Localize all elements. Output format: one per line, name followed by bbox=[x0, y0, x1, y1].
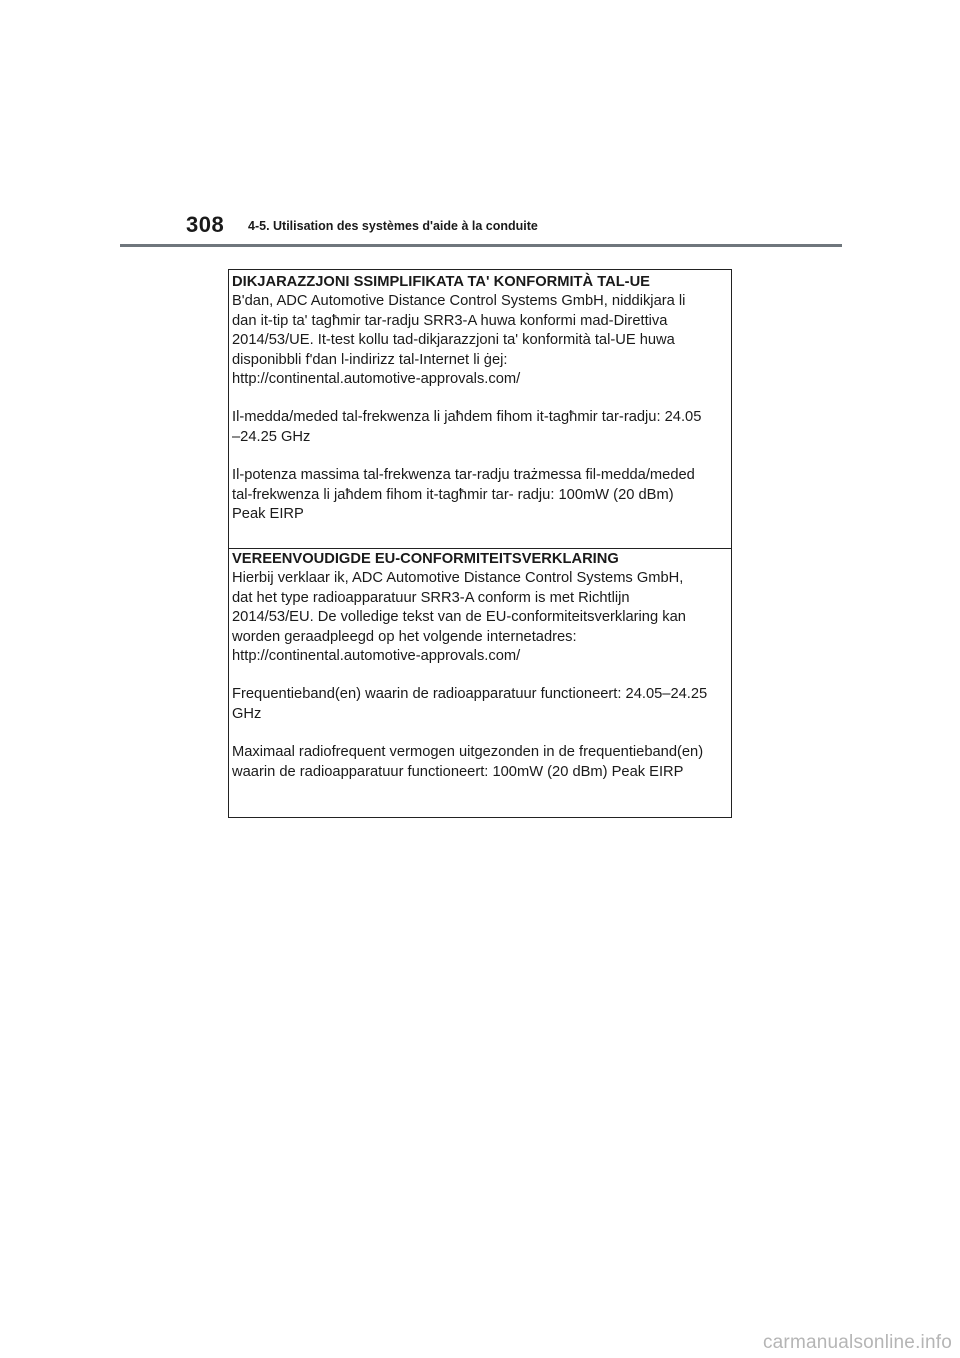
header-rule bbox=[120, 244, 842, 247]
text-line: worden geraadpleegd op het volgende internetadres: bbox=[232, 628, 577, 645]
text-line: Hierbij verklaar ik, ADC Automotive Distance Control Systems GmbH, bbox=[232, 570, 684, 587]
text-line: B'dan, ADC Automotive Distance Control Systems GmbH, niddikjara li bbox=[232, 293, 686, 310]
text-line: 2014/53/UE. It-test kollu tad-dikjarazzjoni ta' konformità tal-UE huwa bbox=[232, 332, 675, 349]
text-line: –24.25 GHz bbox=[232, 428, 311, 445]
page-number: 308 bbox=[186, 212, 225, 237]
text-line: Il-potenza massima tal-frekwenza tar-radju trażmessa fil-medda/meded bbox=[232, 467, 695, 484]
text-line: tal-frekwenza li jaħdem fihom it-tagħmir tar- radju: 100mW (20 dBm) bbox=[232, 486, 674, 503]
section-divider bbox=[229, 548, 731, 549]
text-line: dat het type radioapparatuur SRR3-A conform is met Richtlijn bbox=[232, 589, 630, 606]
maltese-paragraph-3 bbox=[232, 466, 731, 524]
maltese-heading: DIKJARAZZJONI SSIMPLIFIKATA TA' KONFORMITÀ TAL-UE bbox=[232, 274, 650, 290]
watermark-text: carmanualsonline.info bbox=[762, 1332, 952, 1353]
section-title: 4-5. Utilisation des systèmes d'aide à la conduite bbox=[248, 219, 538, 233]
dutch-paragraph-2 bbox=[232, 685, 731, 724]
text-line: GHz bbox=[232, 705, 262, 722]
text-line: waarin de radioapparatuur functioneert: 100mW (20 dBm) Peak EIRP bbox=[232, 763, 684, 780]
text-line: disponibbli f'dan l-indirizz tal-Internet li ġej: bbox=[232, 351, 508, 368]
dutch-paragraph-3 bbox=[232, 743, 731, 782]
text-line: Maximaal radiofrequent vermogen uitgezonden in de frequentieband(en) bbox=[232, 744, 704, 761]
text-line: Frequentieband(en) waarin de radioapparatuur functioneert: 24.05–24.25 bbox=[232, 686, 708, 703]
url-text: http://continental.automotive-approvals.com/ bbox=[232, 648, 521, 665]
maltese-paragraph-2 bbox=[232, 408, 731, 447]
dutch-paragraph-1 bbox=[232, 569, 731, 666]
maltese-declaration bbox=[229, 273, 731, 524]
text-line: dan it-tip ta' tagħmir tar-radju SRR3-A huwa konformi mad-Direttiva bbox=[232, 312, 668, 329]
declaration-box bbox=[228, 269, 732, 818]
url-text: http://continental.automotive-approvals.com/ bbox=[232, 371, 521, 388]
dutch-heading: VEREENVOUDIGDE EU-CONFORMITEITSVERKLARING bbox=[232, 551, 619, 567]
text-line: 2014/53/EU. De volledige tekst van de EU-conformiteitsverklaring kan bbox=[232, 609, 686, 626]
text-line: Peak EIRP bbox=[232, 506, 304, 523]
maltese-paragraph-1 bbox=[232, 292, 731, 389]
text-line: Il-medda/meded tal-frekwenza li jaħdem fihom it-tagħmir tar-radju: 24.05 bbox=[232, 409, 702, 426]
dutch-declaration bbox=[229, 550, 731, 782]
